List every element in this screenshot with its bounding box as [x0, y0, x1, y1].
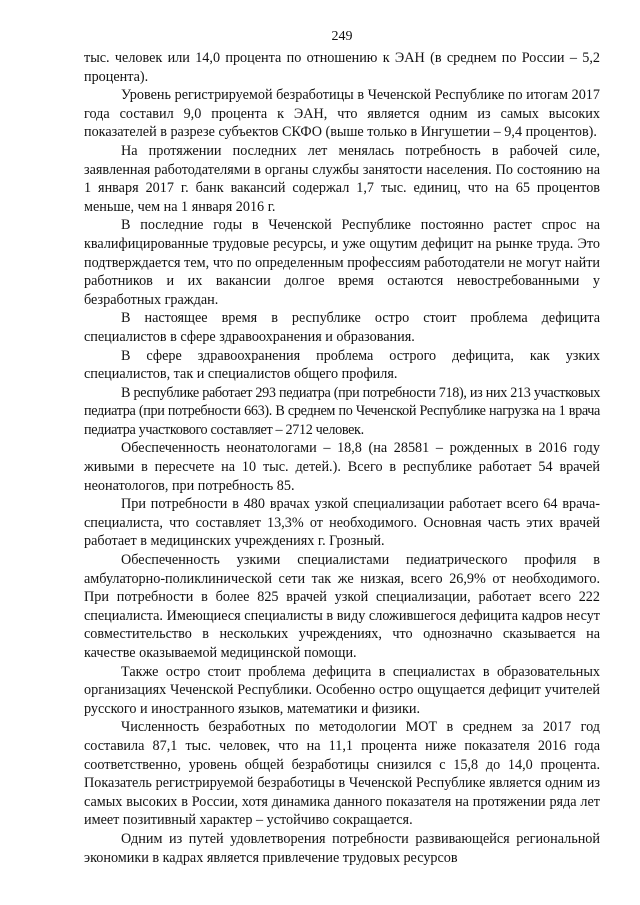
- paragraph-neonatologists: Обеспеченность неонатологами – 18,8 (на 28581 – рожденных в 2016 году живыми в пересчете на 10 тыс. детей.). Всего в республике работает 54 врачей неонатологов, при потребность 85.: [84, 440, 600, 494]
- paragraph-pediatricians: В республике работает 293 педиатра (при потребности 718), из них 213 участковых педиатра (при потребности 663). В среднем по Чеченской Республике нагрузка на 1 врача педиатра участкового составляет – 2712 человек.: [84, 384, 600, 438]
- paragraph-labor-attraction: Одним из путей удовлетворения потребности развивающейся региональной экономики в кадрах является привлечение трудовых ресурсов: [84, 830, 600, 866]
- paragraph-unemployment-continuation: тыс. человек или 14,0 процента по отношению к ЭАН (в среднем по России – 5,2 процента).: [84, 50, 600, 85]
- paragraph-education-shortage: Также остро стоит проблема дефицита в специалистах в образовательных организациях Чеченской Республики. Особенно остро ощущается дефицит учителей русского и иностранного языков, математики и физики.: [84, 663, 600, 717]
- paragraph-pediatric-specialists: Обеспеченность узкими специалистами педиатрического профиля в амбулаторно-поликлинической сети так же низкая, всего 26,9% от необходимого. При потребности в более 825 врачей узкой специализации, работает всего 222 специалиста. Имеющиеся специалисты в виду сложившегося дефицита кадров несут совместительство в нескольких учреждениях, что однозначно сказывается на качестве оказываемой медицинской помощи.: [84, 552, 600, 661]
- paragraph-healthcare-shortage: В сфере здравоохранения проблема острого дефицита, как узких специалистов, так и специалистов общего профиля.: [84, 347, 600, 383]
- page-number: 249: [331, 29, 353, 44]
- document-page: [84, 0, 600, 867]
- paragraph-ilo-unemployment: Численность безработных по методологии МОТ в среднем за 2017 год составила 87,1 тыс. человек, что на 11,1 процента ниже показателя 2016 года соответственно, уровень общей безработицы снизился с 15,8 до 14,0 процента. Показатель регистрируемой безработицы в Чеченской Республике является одним из самых высоких в России, хотя динамика данного показателя на протяжении ряда лет имеет позитивный характер – устойчиво сокращается.: [84, 719, 600, 829]
- paragraph-registered-unemployment: Уровень регистрируемой безработицы в Чеченской Республике по итогам 2017 года составил 9,0 процента к ЭАН, что является одним из самых высоких показателей в разрезе субъектов СКФО (выше только в Ингушетии – 9,4 процентов).: [84, 87, 600, 141]
- paragraph-qualified-workforce: В последние годы в Чеченской Республике постоянно растет спрос на квалифицированные трудовые ресурсы, и уже ощутим дефицит на рынке труда. Это подтверждается тем, что по определенным профессиям работодатели не могут найти работников и их вакансии долгое время остаются невостребованными у безработных граждан.: [84, 217, 600, 308]
- paragraph-specialist-shortage: В настоящее время в республике остро стоит проблема дефицита специалистов в сфере здравоохранения и образования.: [84, 310, 600, 345]
- paragraph-labor-demand: На протяжении последних лет менялась потребность в рабочей силе, заявленная работодателями в органы службы занятости населения. По состоянию на 1 января 2017 г. банк вакансий содержал 1,7 тыс. единиц, что на 65 процентов меньше, чем на 1 января 2016 г.: [84, 142, 600, 215]
- paragraph-narrow-specialists: При потребности в 480 врачах узкой специализации работает всего 64 врача-специалиста, что составляет 13,3% от необходимого. Основная часть этих врачей работает в медицинских учреждениях г. Грозный.: [84, 496, 600, 550]
